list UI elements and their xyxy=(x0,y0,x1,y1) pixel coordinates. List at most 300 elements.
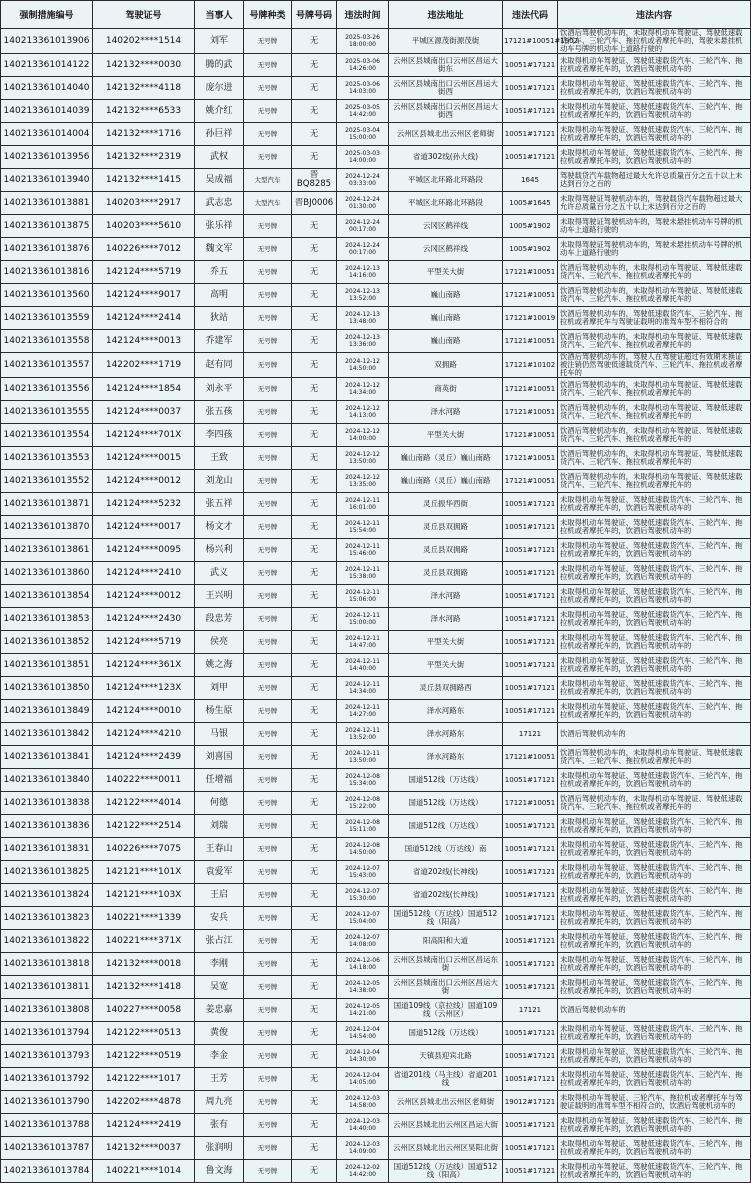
cell-license-number: 142121****103X xyxy=(93,884,195,907)
cell-violation-address: 平型关大街 xyxy=(389,261,503,284)
cell-plate-number: 无 xyxy=(292,677,337,700)
cell-measure-number: 140213361013849 xyxy=(1,700,93,723)
cell-plate-type: 大型汽车 xyxy=(244,169,292,192)
cell-violation-content: 未取得机动车驾驶证、驾驶低速载货汽车、三轮汽车、拖拉机或者摩托车的，饮酒后驾驶机动车的 xyxy=(558,1160,751,1183)
cell-violation-content: 未取得机动车驾驶证、驾驶低速载货汽车、三轮汽车、拖拉机或者摩托车的，饮酒后驾驶机动车的 xyxy=(558,677,751,700)
cell-party: 段忠芳 xyxy=(195,608,244,631)
cell-plate-type: 无号牌 xyxy=(244,907,292,930)
cell-violation-time: 2024-12-04 14:30:00 xyxy=(337,1045,389,1068)
cell-violation-time: 2024-12-11 15:00:00 xyxy=(337,608,389,631)
cell-violation-address: 巍山南路（灵丘）巍山南路 xyxy=(389,470,503,493)
cell-party: 乔五 xyxy=(195,261,244,284)
cell-violation-address: 天镇县迎宾北路 xyxy=(389,1045,503,1068)
cell-violation-content: 未取得机动车驾驶证、驾驶低速载货汽车、三轮汽车、拖拉机或者摩托车的，饮酒后驾驶机动车的 xyxy=(558,930,751,953)
cell-plate-number: 无 xyxy=(292,631,337,654)
cell-measure-number: 140213361013822 xyxy=(1,930,93,953)
cell-violation-address: 云州区县城南出口云州区昌运大街东 xyxy=(389,54,503,77)
cell-violation-time: 2024-12-11 15:46:00 xyxy=(337,539,389,562)
cell-violation-content: 未取得机动车驾驶证、驾驶低速载货汽车、三轮汽车、拖拉机或者摩托车的，饮酒后驾驶机动车的 xyxy=(558,861,751,884)
table-row xyxy=(1,769,751,792)
cell-plate-number: 无 xyxy=(292,77,337,100)
cell-violation-code: 10051#17121 xyxy=(503,1045,558,1068)
cell-plate-number: 晋BQ8285 xyxy=(292,169,337,192)
cell-violation-content: 饮酒后驾驶机动车的，未取得机动车驾驶证、驾驶低速载货汽车、三轮汽车、拖拉机或者摩托车的 xyxy=(558,261,751,284)
cell-measure-number: 140213361013860 xyxy=(1,562,93,585)
cell-measure-number: 140213361013842 xyxy=(1,723,93,746)
cell-plate-type: 无号牌 xyxy=(244,654,292,677)
cell-plate-number: 无 xyxy=(292,470,337,493)
cell-measure-number: 140213361013787 xyxy=(1,1137,93,1160)
header-col-measure-number: 强制措施编号 xyxy=(1,1,93,29)
cell-party: 王芳 xyxy=(195,1068,244,1091)
cell-license-number: 142132****2319 xyxy=(93,146,195,169)
cell-violation-address: 云州区县城南出口云州区昌运大街西 xyxy=(389,100,503,123)
cell-license-number: 142132****1415 xyxy=(93,169,195,192)
cell-violation-address: 云冈区鹤祥线 xyxy=(389,238,503,261)
cell-plate-type: 无号牌 xyxy=(244,238,292,261)
cell-violation-time: 2024-12-07 15:30:00 xyxy=(337,884,389,907)
cell-plate-number: 无 xyxy=(292,1091,337,1114)
cell-plate-type: 无号牌 xyxy=(244,353,292,378)
table-row xyxy=(1,700,751,723)
cell-plate-number: 无 xyxy=(292,54,337,77)
cell-party: 吴宽 xyxy=(195,976,244,999)
table-row xyxy=(1,792,751,815)
table-row xyxy=(1,815,751,838)
cell-violation-address: 国道512线（万达线） xyxy=(389,815,503,838)
cell-violation-content: 未取得机动车驾驶证、驾驶低速载货汽车、三轮汽车、拖拉机或者摩托车的，饮酒后驾驶机动车的 xyxy=(558,1137,751,1160)
cell-violation-code: 10051#17121 xyxy=(503,77,558,100)
cell-violation-content: 饮酒后驾驶机动车的，未取得机动车驾驶证、驾驶低速载货汽车、三轮汽车、拖拉机或者摩托车的 xyxy=(558,378,751,401)
cell-plate-type: 无号牌 xyxy=(244,261,292,284)
cell-license-number: 142132****1716 xyxy=(93,123,195,146)
cell-measure-number: 140213361013560 xyxy=(1,284,93,307)
cell-violation-code: 10051#17121 xyxy=(503,539,558,562)
cell-party: 庞尔进 xyxy=(195,77,244,100)
cell-measure-number: 140213361013552 xyxy=(1,470,93,493)
table-row xyxy=(1,539,751,562)
cell-plate-type: 无号牌 xyxy=(244,378,292,401)
cell-violation-address: 云州区县城北出云州区老师街 xyxy=(389,123,503,146)
cell-violation-code: 10051#17121 xyxy=(503,838,558,861)
cell-license-number: 140221****371X xyxy=(93,930,195,953)
cell-license-number: 142124****0010 xyxy=(93,700,195,723)
cell-violation-code: 1005#1902 xyxy=(503,215,558,238)
cell-party: 吴成福 xyxy=(195,169,244,192)
cell-violation-code: 17121#10051 xyxy=(503,401,558,424)
cell-plate-type: 无号牌 xyxy=(244,493,292,516)
cell-violation-address: 平城区北环路北环路段 xyxy=(389,192,503,215)
cell-measure-number: 140213361013871 xyxy=(1,493,93,516)
header-col-violation-content: 违法内容 xyxy=(558,1,751,29)
table-row xyxy=(1,146,751,169)
cell-license-number: 140202****1514 xyxy=(93,29,195,54)
cell-plate-type: 无号牌 xyxy=(244,1045,292,1068)
cell-violation-content: 未取得机动车驾驶证、驾驶低速载货汽车、三轮汽车、拖拉机或者摩托车的，饮酒后驾驶机动车的 xyxy=(558,493,751,516)
cell-license-number: 142124****0012 xyxy=(93,585,195,608)
cell-plate-number: 无 xyxy=(292,562,337,585)
cell-plate-number: 无 xyxy=(292,1068,337,1091)
table-row xyxy=(1,907,751,930)
cell-violation-content: 驾驶载货汽车载物超过最大允许总质量百分之五十以上未达到百分之百的 xyxy=(558,169,751,192)
cell-violation-content: 未取得机动车驾驶证、驾驶低速载货汽车、三轮汽车、拖拉机或者摩托车的，饮酒后驾驶机动车的 xyxy=(558,976,751,999)
cell-violation-time: 2024-12-11 15:06:00 xyxy=(337,585,389,608)
cell-plate-number: 无 xyxy=(292,146,337,169)
cell-license-number: 142132****0037 xyxy=(93,1137,195,1160)
cell-violation-content: 未取得机动车驾驶证、驾驶低速载货汽车、三轮汽车、拖拉机或者摩托车的，饮酒后驾驶机动车的 xyxy=(558,1068,751,1091)
cell-measure-number: 140213361013841 xyxy=(1,746,93,769)
cell-violation-content: 饮酒后驾驶机动车的 xyxy=(558,999,751,1022)
cell-measure-number: 140213361013553 xyxy=(1,447,93,470)
cell-violation-code: 1005#1645 xyxy=(503,192,558,215)
cell-violation-code: 10051#17121 xyxy=(503,54,558,77)
cell-measure-number: 140213361013790 xyxy=(1,1091,93,1114)
header-col-violation-code: 违法代码 xyxy=(503,1,558,29)
cell-violation-content: 饮酒后驾驶机动车的，未取得机动车驾驶证、驾驶低速载货汽车、三轮汽车、拖拉机或者摩托车的 xyxy=(558,330,751,353)
table-row xyxy=(1,470,751,493)
cell-violation-code: 10051#17121 xyxy=(503,884,558,907)
cell-measure-number: 140213361013556 xyxy=(1,378,93,401)
cell-violation-time: 2024-12-11 14:47:00 xyxy=(337,631,389,654)
cell-plate-type: 大型汽车 xyxy=(244,192,292,215)
cell-violation-content: 未取得机动车驾驶证、三轮汽车、拖拉机或者摩托车与驾驶证载明的准驾车型不相符合的，饮酒后驾驶机动车的 xyxy=(558,1091,751,1114)
cell-party: 孙巨祥 xyxy=(195,123,244,146)
cell-plate-type: 无号牌 xyxy=(244,930,292,953)
table-row xyxy=(1,192,751,215)
cell-plate-number: 无 xyxy=(292,769,337,792)
cell-party: 刘喜国 xyxy=(195,746,244,769)
cell-plate-number: 无 xyxy=(292,516,337,539)
table-row xyxy=(1,953,751,976)
cell-violation-content: 饮酒后驾驶机动车的，未取得机动车驾驶证、驾驶低速载货汽车、三轮汽车、拖拉机或者摩托车的 xyxy=(558,424,751,447)
cell-measure-number: 140213361013861 xyxy=(1,539,93,562)
cell-party: 姚介红 xyxy=(195,100,244,123)
cell-violation-content: 未取得驾驶证驾驶机动车的，驾驶未悬挂机动车号牌的机动车上道路行驶的 xyxy=(558,215,751,238)
cell-violation-address: 国道512线（万达线） xyxy=(389,792,503,815)
cell-violation-code: 10051#17121 xyxy=(503,585,558,608)
cell-violation-address: 灵丘县双拥路 xyxy=(389,516,503,539)
cell-plate-type: 无号牌 xyxy=(244,123,292,146)
cell-party: 李刚 xyxy=(195,953,244,976)
cell-violation-time: 2024-12-02 14:42:00 xyxy=(337,1160,389,1183)
cell-violation-code: 10051#17121 xyxy=(503,700,558,723)
cell-party: 姚之海 xyxy=(195,654,244,677)
cell-violation-content: 未取得机动车驾驶证、驾驶低速载货汽车、三轮汽车、拖拉机或者摩托车的，饮酒后驾驶机动车的 xyxy=(558,700,751,723)
cell-violation-code: 17121#10051 xyxy=(503,470,558,493)
cell-party: 李四孩 xyxy=(195,424,244,447)
table-row xyxy=(1,1137,751,1160)
cell-violation-address: 国道512线（万达线） xyxy=(389,1022,503,1045)
cell-violation-content: 未取得机动车驾驶证、驾驶低速载货汽车、三轮汽车、拖拉机或者摩托车的，饮酒后驾驶机动车的 xyxy=(558,815,751,838)
cell-plate-type: 无号牌 xyxy=(244,29,292,54)
cell-measure-number: 140213361013825 xyxy=(1,861,93,884)
cell-license-number: 142124****2430 xyxy=(93,608,195,631)
cell-plate-type: 无号牌 xyxy=(244,792,292,815)
cell-party: 张占江 xyxy=(195,930,244,953)
cell-plate-number: 无 xyxy=(292,838,337,861)
cell-violation-code: 17121#10051#1902 xyxy=(503,29,558,54)
cell-plate-type: 无号牌 xyxy=(244,608,292,631)
cell-party: 任增福 xyxy=(195,769,244,792)
cell-license-number: 142202****4878 xyxy=(93,1091,195,1114)
cell-measure-number: 140213361013870 xyxy=(1,516,93,539)
cell-plate-number: 无 xyxy=(292,907,337,930)
cell-violation-time: 2024-12-12 14:13:00 xyxy=(337,401,389,424)
cell-violation-time: 2024-12-11 14:34:00 xyxy=(337,677,389,700)
cell-plate-number: 无 xyxy=(292,238,337,261)
cell-license-number: 140221****1014 xyxy=(93,1160,195,1183)
cell-plate-number: 无 xyxy=(292,330,337,353)
cell-violation-address: 巍山南路（灵丘）巍山南路 xyxy=(389,447,503,470)
cell-violation-content: 未取得机动车驾驶证、驾驶低速载货汽车、三轮汽车、拖拉机或者摩托车的，饮酒后驾驶机动车的 xyxy=(558,146,751,169)
cell-violation-code: 17121#10051 xyxy=(503,284,558,307)
cell-party: 王春山 xyxy=(195,838,244,861)
cell-violation-content: 饮酒后驾驶机动车的，未取得机动车驾驶证、驾驶低速载货汽车、三轮汽车、拖拉机或者摩托车的 xyxy=(558,401,751,424)
cell-violation-code: 17121#10051 xyxy=(503,378,558,401)
table-row xyxy=(1,562,751,585)
cell-plate-number: 无 xyxy=(292,884,337,907)
cell-license-number: 142124****5719 xyxy=(93,631,195,654)
cell-measure-number: 140213361013792 xyxy=(1,1068,93,1091)
cell-violation-address: 泽水河路 xyxy=(389,585,503,608)
cell-license-number: 140226****7075 xyxy=(93,838,195,861)
cell-violation-time: 2024-12-07 15:43:00 xyxy=(337,861,389,884)
cell-plate-number: 无 xyxy=(292,284,337,307)
cell-violation-time: 2024-12-12 13:50:00 xyxy=(337,447,389,470)
table-row xyxy=(1,1068,751,1091)
cell-license-number: 142132****4118 xyxy=(93,77,195,100)
cell-violation-code: 17121#10051 xyxy=(503,792,558,815)
cell-violation-address: 云州区县城北出云州区老师街 xyxy=(389,1091,503,1114)
cell-violation-time: 2025-03-05 14:42:00 xyxy=(337,100,389,123)
cell-license-number: 142124****9017 xyxy=(93,284,195,307)
cell-plate-type: 无号牌 xyxy=(244,470,292,493)
cell-license-number: 142124****2439 xyxy=(93,746,195,769)
cell-measure-number: 140213361013940 xyxy=(1,169,93,192)
table-row xyxy=(1,54,751,77)
cell-plate-type: 无号牌 xyxy=(244,307,292,330)
cell-license-number: 142124****0015 xyxy=(93,447,195,470)
cell-plate-type: 无号牌 xyxy=(244,146,292,169)
cell-party: 鲁文海 xyxy=(195,1160,244,1183)
cell-violation-time: 2024-12-24 00:17:00 xyxy=(337,215,389,238)
cell-measure-number: 140213361013956 xyxy=(1,146,93,169)
cell-plate-type: 无号牌 xyxy=(244,562,292,585)
cell-violation-time: 2024-12-08 15:34:00 xyxy=(337,769,389,792)
cell-license-number: 142124****2410 xyxy=(93,562,195,585)
cell-plate-type: 无号牌 xyxy=(244,424,292,447)
cell-violation-code: 10051#17121 xyxy=(503,1137,558,1160)
cell-plate-number: 无 xyxy=(292,261,337,284)
cell-plate-number: 无 xyxy=(292,723,337,746)
cell-license-number: 142121****101X xyxy=(93,861,195,884)
cell-plate-number: 无 xyxy=(292,1137,337,1160)
cell-plate-type: 无号牌 xyxy=(244,953,292,976)
cell-plate-type: 无号牌 xyxy=(244,447,292,470)
cell-measure-number: 140213361013854 xyxy=(1,585,93,608)
cell-measure-number: 140213361013559 xyxy=(1,307,93,330)
cell-license-number: 142124****1854 xyxy=(93,378,195,401)
cell-party: 马银 xyxy=(195,723,244,746)
cell-violation-content: 未取得机动车驾驶证、驾驶低速载货汽车、三轮汽车、拖拉机或者摩托车的，饮酒后驾驶机动车的 xyxy=(558,953,751,976)
cell-party: 武志忠 xyxy=(195,192,244,215)
cell-violation-time: 2024-12-24 00:17:00 xyxy=(337,238,389,261)
cell-violation-time: 2024-12-07 15:04:00 xyxy=(337,907,389,930)
cell-violation-time: 2024-12-07 14:08:00 xyxy=(337,930,389,953)
cell-violation-time: 2024-12-08 15:22:00 xyxy=(337,792,389,815)
cell-plate-type: 无号牌 xyxy=(244,700,292,723)
cell-violation-content: 饮酒后驾驶机动车的，未取得机动车驾驶证、驾驶低速载货汽车、三轮汽车、拖拉机或者摩托车的 xyxy=(558,470,751,493)
cell-plate-number: 无 xyxy=(292,953,337,976)
cell-violation-content: 未取得机动车驾驶证、驾驶低速载货汽车、三轮汽车、拖拉机或者摩托车的，饮酒后驾驶机动车的 xyxy=(558,1114,751,1137)
cell-plate-type: 无号牌 xyxy=(244,631,292,654)
cell-party: 李金 xyxy=(195,1045,244,1068)
cell-license-number: 142122****0513 xyxy=(93,1022,195,1045)
cell-plate-type: 无号牌 xyxy=(244,215,292,238)
cell-party: 袁爱军 xyxy=(195,861,244,884)
cell-measure-number: 140213361013851 xyxy=(1,654,93,677)
cell-violation-code: 10051#17121 xyxy=(503,1022,558,1045)
cell-violation-address: 云州区县城南出口云州区昌运大街西 xyxy=(389,77,503,100)
cell-plate-number: 无 xyxy=(292,353,337,378)
table-row xyxy=(1,330,751,353)
header-col-party: 当事人 xyxy=(195,1,244,29)
cell-violation-time: 2024-12-24 03:33:00 xyxy=(337,169,389,192)
cell-violation-address: 灵丘振华西街 xyxy=(389,493,503,516)
table-row xyxy=(1,723,751,746)
table-row xyxy=(1,1022,751,1045)
cell-license-number: 142122****4014 xyxy=(93,792,195,815)
cell-license-number: 142124****2414 xyxy=(93,307,195,330)
cell-license-number: 140227****0058 xyxy=(93,999,195,1022)
cell-plate-type: 无号牌 xyxy=(244,1091,292,1114)
cell-violation-address: 云州区县城北出云州区昌运大街 xyxy=(389,1114,503,1137)
cell-violation-code: 17121#10051 xyxy=(503,424,558,447)
cell-violation-content: 饮酒后驾驶机动车的，未取得机动车驾驶证、驾驶低速载货汽车、三轮汽车、拖拉机或者摩托车的 xyxy=(558,792,751,815)
cell-violation-address: 泽水河路东 xyxy=(389,746,503,769)
cell-violation-code: 10051#17121 xyxy=(503,769,558,792)
cell-measure-number: 140213361013876 xyxy=(1,238,93,261)
cell-violation-address: 国道512线（万达线）南 xyxy=(389,838,503,861)
cell-measure-number: 140213361014122 xyxy=(1,54,93,77)
table-row xyxy=(1,999,751,1022)
cell-plate-number: 无 xyxy=(292,307,337,330)
cell-violation-code: 10051#17121 xyxy=(503,976,558,999)
table-row xyxy=(1,930,751,953)
cell-party: 杨生原 xyxy=(195,700,244,723)
cell-license-number: 142122****2514 xyxy=(93,815,195,838)
table-row xyxy=(1,77,751,100)
cell-party: 魏文军 xyxy=(195,238,244,261)
cell-measure-number: 140213361013816 xyxy=(1,261,93,284)
cell-plate-number: 无 xyxy=(292,1045,337,1068)
cell-violation-time: 2024-12-05 14:21:00 xyxy=(337,999,389,1022)
cell-measure-number: 140213361013794 xyxy=(1,1022,93,1045)
cell-party: 张乐祥 xyxy=(195,215,244,238)
cell-plate-number: 无 xyxy=(292,815,337,838)
cell-party: 张润明 xyxy=(195,1137,244,1160)
header-row xyxy=(1,1,751,29)
cell-measure-number: 140213361014004 xyxy=(1,123,93,146)
cell-party: 杨文才 xyxy=(195,516,244,539)
cell-violation-content: 未取得驾驶证驾驶机动车的，驾驶未悬挂机动车号牌的机动车上道路行驶的 xyxy=(558,238,751,261)
cell-license-number: 142124****4210 xyxy=(93,723,195,746)
cell-violation-address: 云州区县城南出口云州区昌运大街 xyxy=(389,976,503,999)
cell-violation-time: 2025-03-03 14:00:00 xyxy=(337,146,389,169)
cell-party: 武义 xyxy=(195,562,244,585)
table-row xyxy=(1,353,751,378)
cell-measure-number: 140213361013554 xyxy=(1,424,93,447)
cell-violation-address: 云冈区鹤祥线 xyxy=(389,215,503,238)
cell-violation-content: 未取得机动车驾驶证、驾驶低速载货汽车、三轮汽车、拖拉机或者摩托车的，饮酒后驾驶机动车的 xyxy=(558,769,751,792)
cell-measure-number: 140213361014039 xyxy=(1,100,93,123)
cell-plate-type: 无号牌 xyxy=(244,838,292,861)
cell-violation-time: 2024-12-03 14:09:00 xyxy=(337,1137,389,1160)
cell-measure-number: 140213361013875 xyxy=(1,215,93,238)
cell-violation-time: 2025-03-06 14:26:00 xyxy=(337,54,389,77)
cell-license-number: 140203****5610 xyxy=(93,215,195,238)
cell-plate-number: 无 xyxy=(292,123,337,146)
cell-measure-number: 140213361013793 xyxy=(1,1045,93,1068)
cell-party: 张五孩 xyxy=(195,401,244,424)
cell-violation-address: 平型关大街 xyxy=(389,424,503,447)
cell-plate-type: 无号牌 xyxy=(244,884,292,907)
cell-plate-type: 无号牌 xyxy=(244,77,292,100)
cell-party: 王致 xyxy=(195,447,244,470)
cell-violation-time: 2024-12-11 14:40:00 xyxy=(337,654,389,677)
cell-violation-time: 2024-12-13 14:16:00 xyxy=(337,261,389,284)
table-row xyxy=(1,746,751,769)
cell-violation-time: 2024-12-11 16:01:00 xyxy=(337,493,389,516)
cell-violation-address: 平型关大街 xyxy=(389,631,503,654)
cell-violation-address: 巍山南路 xyxy=(389,330,503,353)
cell-violation-code: 10051#17121 xyxy=(503,123,558,146)
cell-plate-type: 无号牌 xyxy=(244,1022,292,1045)
cell-violation-address: 国道512线（万达线）国道512线（阳高） xyxy=(389,1160,503,1183)
cell-violation-code: 10051#17121 xyxy=(503,608,558,631)
cell-violation-code: 10051#17121 xyxy=(503,493,558,516)
cell-plate-number: 无 xyxy=(292,792,337,815)
cell-violation-time: 2024-12-12 14:00:00 xyxy=(337,424,389,447)
cell-violation-content: 未取得机动车驾驶证、驾驶低速载货汽车、三轮汽车、拖拉机或者摩托车的，饮酒后驾驶机动车的 xyxy=(558,100,751,123)
cell-measure-number: 140213361013788 xyxy=(1,1114,93,1137)
cell-plate-type: 无号牌 xyxy=(244,815,292,838)
cell-violation-address: 巍山南路 xyxy=(389,307,503,330)
cell-plate-type: 无号牌 xyxy=(244,100,292,123)
cell-violation-content: 未取得机动车驾驶证、驾驶低速载货汽车、三轮汽车、拖拉机或者摩托车的，饮酒后驾驶机动车的 xyxy=(558,123,751,146)
cell-license-number: 142124****0013 xyxy=(93,330,195,353)
cell-license-number: 142124****0037 xyxy=(93,401,195,424)
cell-violation-content: 未取得机动车驾驶证、驾驶低速载货汽车、三轮汽车、拖拉机或者摩托车的，饮酒后驾驶机动车的 xyxy=(558,838,751,861)
header-col-violation-time: 违法时间 xyxy=(337,1,389,29)
cell-violation-content: 未取得机动车驾驶证、驾驶低速载货汽车、三轮汽车、拖拉机或者摩托车的，饮酒后驾驶机动车的 xyxy=(558,585,751,608)
cell-party: 张有 xyxy=(195,1114,244,1137)
table-row xyxy=(1,238,751,261)
cell-license-number: 140222****0011 xyxy=(93,769,195,792)
table-body xyxy=(1,29,751,1183)
table-row xyxy=(1,654,751,677)
table-row xyxy=(1,401,751,424)
cell-violation-address: 灵丘县双拥路 xyxy=(389,539,503,562)
cell-violation-code: 17121#10051 xyxy=(503,261,558,284)
cell-license-number: 142122****1017 xyxy=(93,1068,195,1091)
cell-violation-code: 10051#17121 xyxy=(503,562,558,585)
cell-license-number: 142132****0018 xyxy=(93,953,195,976)
cell-violation-address: 云州区县城南出口云州区昌运东街 xyxy=(389,953,503,976)
cell-violation-time: 2024-12-08 15:11:00 xyxy=(337,815,389,838)
cell-measure-number: 140213361013881 xyxy=(1,192,93,215)
cell-plate-type: 无号牌 xyxy=(244,1137,292,1160)
